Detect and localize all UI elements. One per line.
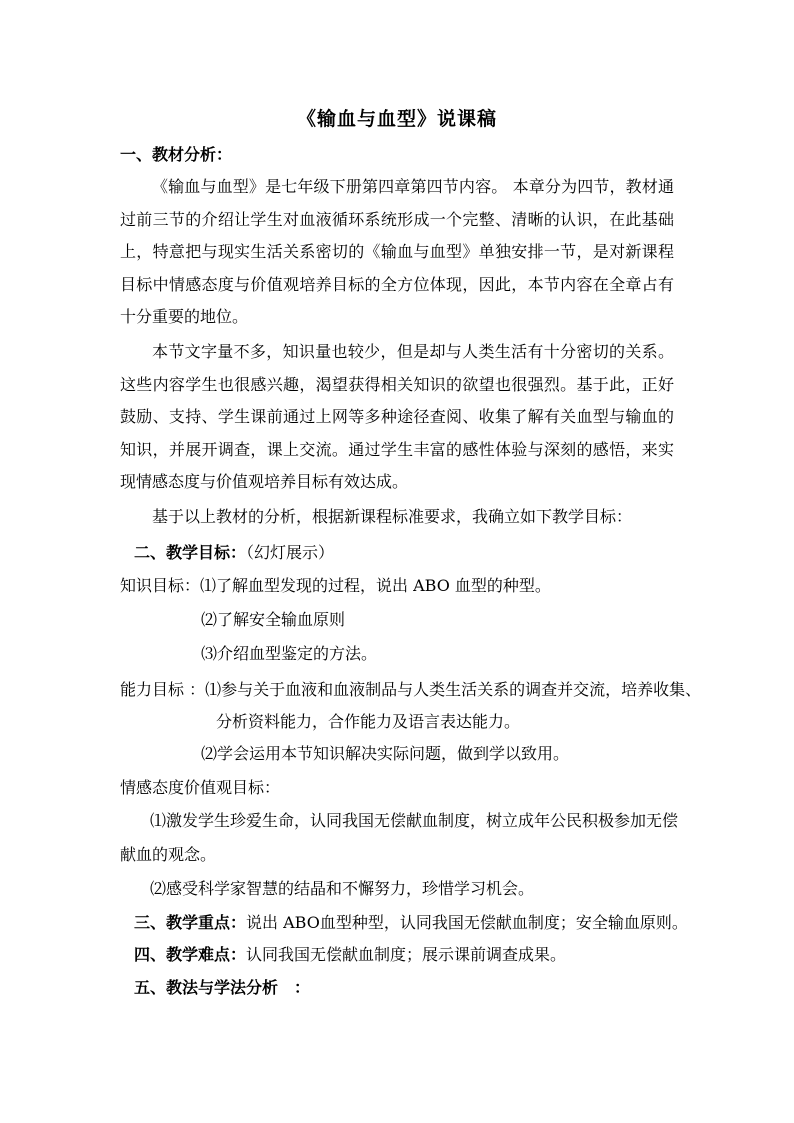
ability-objective-item-2: ⑵学会运用本节知识解决实际问题，做到学以致用。 [201,744,570,763]
paragraph-objective-lead: 基于以上教材的分析，根据新课程标准要求，我确立如下教学目标： [152,507,633,526]
ability-objective-item-1b: 分析资料能力，合作能力及语言表达能力。 [216,712,521,731]
paragraph-material-intro: 《输血与血型》是七年级下册第四章第四节内容。 本章分为四节，教材通过前三节的介绍让学生对血液循环系统形成一个完整、清晰的认识，在此基础上，特意把与现实生活关系密切的《输血与血型》单独安排一节，是对新课程目标中情感态度与价值观培养目标的全方位体现，因此，本节内容在全章占有十分重要的地位。 [120,177,674,326]
knowledge-objective-label: 知识目标： [120,576,201,595]
section-heading-methods: 五、教法与学法分析 ： [134,978,311,997]
difficulties-text: 认同我国无偿献血制度；展示课前调查成果。 [246,945,567,964]
emotion-objective-item-1b: 献血的观念。 [120,845,217,864]
ability-objective-label: 能力目标 ： [120,680,206,699]
key-points-label: 三、教学重点： [134,913,247,932]
emotion-objective-item-1a: ⑴激发学生珍爱生命，认同我国无偿献血制度，树立成年公民积极参加无偿 [150,811,679,830]
emotion-objective-item-2: ⑵感受科学家智慧的结晶和不懈努力，珍惜学习机会。 [150,879,535,898]
knowledge-objective-item-1: ⑴了解血型发现的过程，说出 ABO 血型的种型。 [200,576,551,595]
difficulties-label: 四、教学难点： [134,945,247,964]
section-label: 二、教学目标： [134,543,247,562]
key-points-text: 说出 ABO血型种型，认同我国无偿献血制度；安全输血原则。 [246,913,688,932]
document-title: 《输血与血型》说课稿 [296,108,497,130]
ability-objective-line [120,677,701,700]
section-heading-key-points [134,910,688,933]
knowledge-objective-item-2: ⑵了解安全输血原则 [201,610,346,629]
emotion-objective-label: 情感态度价值观目标： [120,778,281,797]
ability-objective-item-1a: ⑴参与关于血液和血液制品与人类生活关系的调查并交流，培养收集、 [205,680,702,699]
section-heading-material-analysis: 一、教材分析： [120,145,233,164]
section-heading-difficulties [134,942,566,965]
section-heading-teaching-objectives [134,540,334,563]
paragraph-content-overview: 本节文字量不多，知识量也较少，但是却与人类生活有十分密切的关系。这些内容学生也很感兴趣，渴望获得相关知识的欲望也很强烈。基于此，正好鼓励、支持、学生课前通过上网等多种途径查阅、收集了解有关血型与输血的知识，并展开调查，课上交流。通过学生丰富的感性体验与深刻的感悟，来实现情感态度与价值观培养目标有效达成。 [120,342,674,491]
section-note: （幻灯展示） [246,543,335,562]
knowledge-objective-line [120,573,551,596]
knowledge-objective-item-3: ⑶介绍血型鉴定的方法。 [201,644,378,663]
